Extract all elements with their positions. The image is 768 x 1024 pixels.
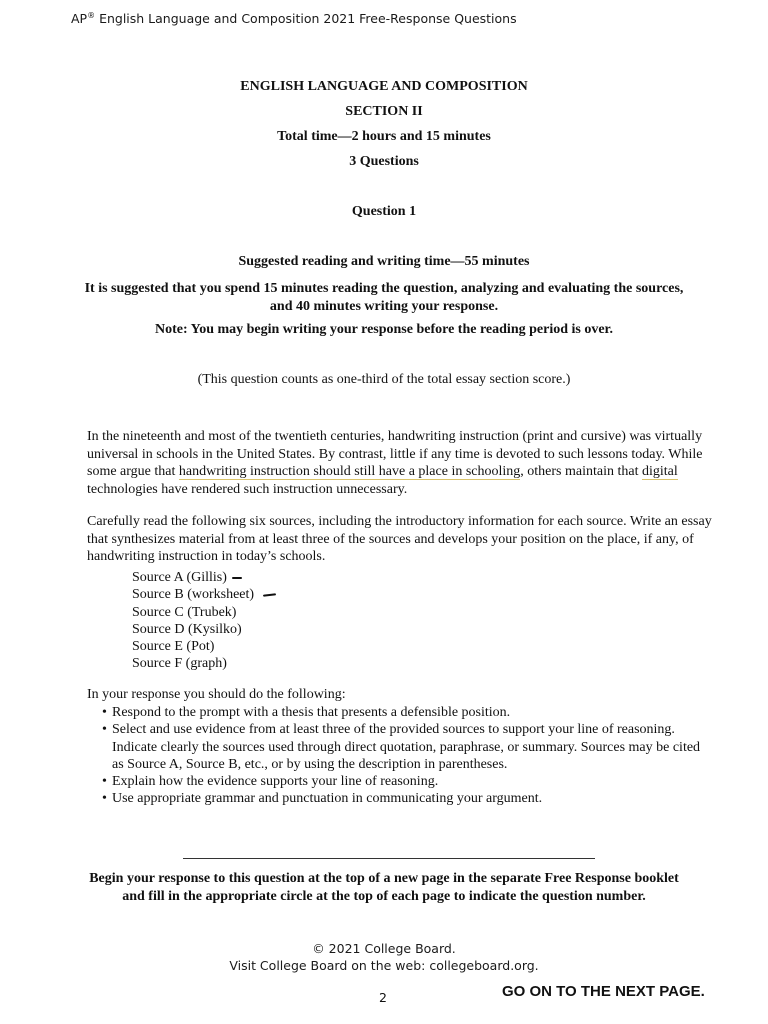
time-suggestion [60, 280, 708, 316]
registered-mark: ® [87, 11, 96, 20]
running-header [71, 11, 517, 26]
section-number: SECTION II [345, 104, 423, 119]
pen-mark [263, 593, 276, 596]
list-item [132, 604, 276, 621]
list-item [132, 586, 276, 603]
question-count: 3 Questions [349, 154, 419, 169]
list-item: • Select and use evidence from at least three of the provided sources to support your line of reasoning. Indicate clearly the sources used through direct quotation, paraphrase, or summary. Sources may be cited as Source A, Source B, etc., or by using the description in parentheses. [102, 721, 702, 773]
suggested-time: Suggested reading and writing time—55 minutes [238, 254, 530, 269]
list-item [132, 569, 276, 586]
copyright: © 2021 College Board. [312, 941, 456, 956]
pen-mark [232, 577, 242, 579]
intro-paragraph [87, 428, 727, 498]
header-brand: AP [71, 11, 88, 27]
list-item [132, 638, 276, 655]
instruction-list [102, 704, 702, 808]
score-weight: (This question counts as one-third of the total essay section score.) [197, 372, 571, 387]
closing-instructions [40, 870, 728, 906]
divider [183, 858, 595, 859]
time-suggestion-line1: It is suggested that you spend 15 minutes reading the question, analyzing and evaluating the sources, [84, 281, 684, 296]
source-label: Source D (Kysilko) [132, 621, 242, 637]
list-item: • Use appropriate grammar and punctuation in communicating your argument. [102, 790, 702, 807]
time-suggestion-line2: and 40 minutes writing your response. [269, 299, 499, 314]
question-title: Question 1 [351, 204, 417, 219]
total-time: Total time—2 hours and 15 minutes [277, 129, 491, 144]
website-note: Visit College Board on the web: collegeboard.org. [229, 958, 539, 973]
section-heading: ENGLISH LANGUAGE AND COMPOSITION [240, 79, 528, 94]
intro-text-middle: , others maintain that [520, 464, 642, 479]
list-item: • Respond to the prompt with a thesis that presents a defensible position. [102, 704, 702, 721]
source-label: Source A (Gillis) [132, 570, 227, 585]
intro-text-end: technologies have rendered such instruction unnecessary. [87, 481, 408, 497]
task-paragraph: Carefully read the following six sources, including the introductory information for each source. Write an essay that synthesizes material from at least three of the sources and develops your position on the place, if any, of handwriting instruction in today’s schools. [87, 514, 712, 564]
reading-note: Note: You may begin writing your response before the reading period is over. [155, 322, 613, 337]
closing-line2: and fill in the appropriate circle at the top of each page to indicate the question number. [122, 889, 646, 904]
header-title: English Language and Composition 2021 Free-Response Questions [95, 11, 517, 27]
list-item [132, 655, 276, 672]
source-list [132, 569, 276, 673]
list-item: • Explain how the evidence supports your line of reasoning. [102, 773, 702, 790]
list-item [132, 621, 276, 638]
highlighted-word: digital [641, 464, 678, 479]
instructions-intro: In your response you should do the following: [87, 687, 346, 702]
closing-line1: Begin your response to this question at the top of a new page in the separate Free Response booklet [89, 871, 679, 886]
source-label: Source B (worksheet) [132, 587, 255, 603]
intro-text: In the nineteenth and most of the twentieth centuries, handwriting instruction (print and cursive) was virtually universal in schools in the United States. By contrast, little if any time is devoted to such lessons today. While some argue that [87, 429, 703, 479]
source-label: Source C (Trubek) [132, 604, 237, 620]
highlighted-phrase: handwriting instruction should still have a place in schooling [178, 464, 521, 479]
source-label: Source E (Pot) [132, 639, 215, 655]
go-on-notice: GO ON TO THE NEXT PAGE. [502, 983, 705, 1000]
page-number: 2 [379, 990, 387, 1005]
source-label: Source F (graph) [132, 656, 227, 672]
